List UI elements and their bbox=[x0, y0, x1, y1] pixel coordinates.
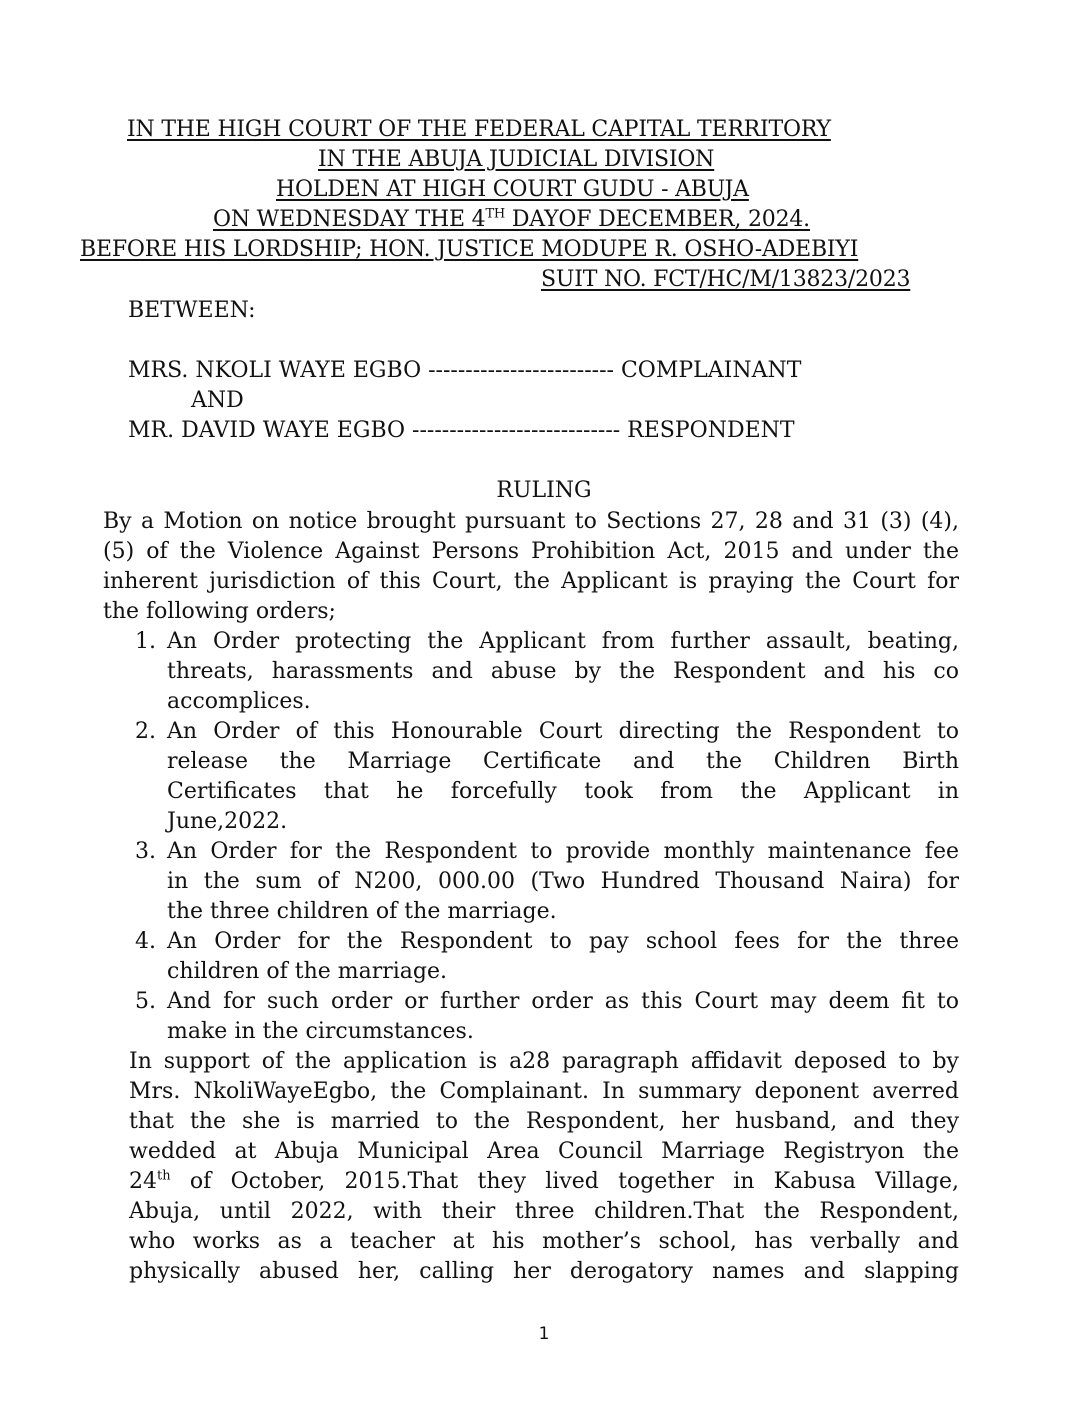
order-2-number: 2. bbox=[135, 719, 156, 744]
order-4-line-2: children of the marriage. bbox=[167, 959, 448, 984]
order-1-line-1: An Order protecting the Applicant from further assault, beating, bbox=[167, 629, 959, 654]
support-date-pre: 24 bbox=[129, 1169, 157, 1194]
order-3-number: 3. bbox=[135, 839, 156, 864]
order-1-number: 1. bbox=[135, 629, 156, 654]
order-4-line-1: An Order for the Respondent to pay school fees for the three bbox=[167, 929, 959, 954]
hearing-date-sup: TH bbox=[485, 206, 506, 222]
suit-number: SUIT NO. FCT/HC/M/13823/2023 bbox=[541, 267, 911, 292]
order-2-line-4: June,2022. bbox=[167, 809, 288, 834]
support-line-3: that the she is married to the Respondent, her husband, and they bbox=[129, 1109, 959, 1134]
intro-line-4: the following orders; bbox=[103, 599, 336, 624]
support-line-7: who works as a teacher at his mother’s school, has verbally and bbox=[129, 1229, 959, 1254]
respondent-line: MR. DAVID WAYE EGBO ---------------------------- RESPONDENT bbox=[128, 418, 795, 443]
order-3-line-2: in the sum of N200, 000.00 (Two Hundred Thousand Naira) for bbox=[167, 869, 959, 894]
support-line-2: Mrs. NkoliWayeEgbo, the Complainant. In summary deponent averred bbox=[129, 1079, 959, 1104]
intro-line-3: inherent jurisdiction of this Court, the Applicant is praying the Court for bbox=[103, 569, 959, 594]
holden-at: HOLDEN AT HIGH COURT GUDU - ABUJA bbox=[276, 177, 749, 202]
order-2-line-3: Certificates that he forcefully took from the Applicant in bbox=[167, 779, 959, 804]
hearing-date-pre: ON WEDNESDAY THE 4 bbox=[213, 207, 486, 232]
order-5-line-2: make in the circumstances. bbox=[167, 1019, 474, 1044]
order-3-line-1: An Order for the Respondent to provide monthly maintenance fee bbox=[167, 839, 959, 864]
support-date-post: of October, 2015.That they lived together in Kabusa Village, bbox=[170, 1169, 959, 1194]
order-4-number: 4. bbox=[135, 929, 156, 954]
support-date-sup: th bbox=[157, 1168, 171, 1184]
order-3-line-3: the three children of the marriage. bbox=[167, 899, 557, 924]
support-line-1: In support of the application is a28 paragraph affidavit deposed to by bbox=[129, 1049, 959, 1074]
intro-line-1: By a Motion on notice brought pursuant to Sections 27, 28 and 31 (3) (4), bbox=[103, 509, 959, 534]
intro-line-2: (5) of the Violence Against Persons Prohibition Act, 2015 and under the bbox=[103, 539, 959, 564]
hearing-date-post: DAYOF DECEMBER, 2024. bbox=[505, 207, 810, 232]
between-label: BETWEEN: bbox=[128, 298, 256, 323]
support-line-5 bbox=[129, 1167, 959, 1197]
division-title: IN THE ABUJA JUDICIAL DIVISION bbox=[318, 147, 715, 172]
judge-line: BEFORE HIS LORDSHIP; HON. JUSTICE MODUPE R. OSHO-ADEBIYI bbox=[80, 237, 859, 262]
support-line-6: Abuja, until 2022, with their three children.That the Respondent, bbox=[129, 1199, 959, 1224]
complainant-line: MRS. NKOLI WAYE EGBO ------------------------- COMPLAINANT bbox=[128, 358, 802, 383]
order-2-line-1: An Order of this Honourable Court directing the Respondent to bbox=[167, 719, 959, 744]
and-label: AND bbox=[191, 388, 244, 413]
order-2-line-2: release the Marriage Certificate and the Children Birth bbox=[167, 749, 959, 774]
support-line-4: wedded at Abuja Municipal Area Council Marriage Registryon the bbox=[129, 1139, 959, 1164]
court-title: IN THE HIGH COURT OF THE FEDERAL CAPITAL TERRITORY bbox=[127, 117, 831, 142]
order-5-number: 5. bbox=[135, 989, 156, 1014]
support-line-8: physically abused her, calling her derogatory names and slapping bbox=[129, 1259, 959, 1284]
order-5-line-1: And for such order or further order as this Court may deem fit to bbox=[167, 989, 959, 1014]
order-1-line-2: threats, harassments and abuse by the Respondent and his co bbox=[167, 659, 959, 684]
ruling-title: RULING bbox=[496, 478, 592, 503]
hearing-date bbox=[213, 207, 810, 233]
order-1-line-3: accomplices. bbox=[167, 689, 311, 714]
page-number: 1 bbox=[538, 1324, 550, 1344]
